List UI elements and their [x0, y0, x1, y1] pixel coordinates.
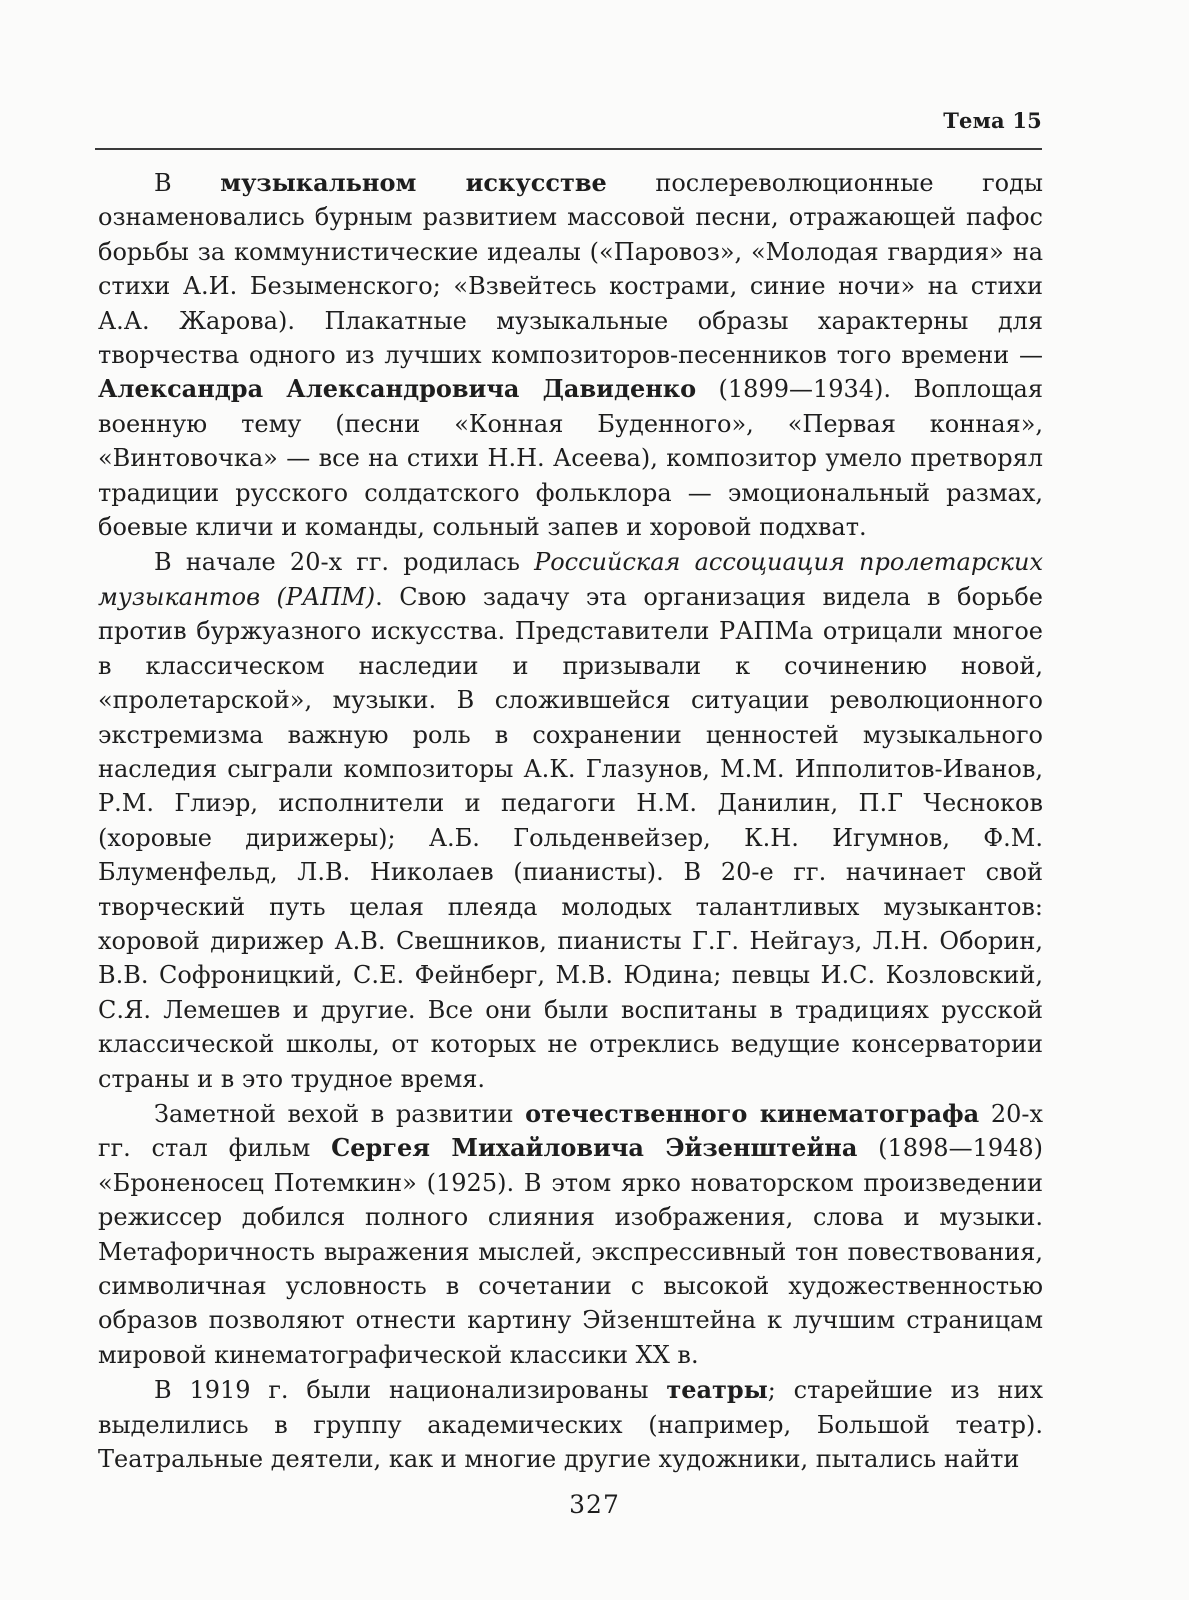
paragraph-music	[98, 166, 1043, 544]
header-rule	[95, 148, 1042, 150]
running-header: Тема 15	[943, 108, 1042, 133]
term-cinema: отечественного кинематографа	[525, 1098, 980, 1128]
text-run: 20-х гг. стал фильм	[98, 1099, 1044, 1163]
text-run: Заметной вехой в развитии	[154, 1099, 526, 1128]
text-run: В начале 20-х гг. родилась	[154, 548, 535, 577]
paragraph-theatres	[98, 1373, 1043, 1476]
page-number: 327	[569, 1490, 620, 1519]
name-davidenko: Александра Александровича Давиденко	[98, 374, 697, 404]
text-run: (1899—1934). Воплощая военную тему (песни «Конная Буденного», «Первая конная», «Винтовочка» — все на стихи Н.Н. Асеева), композитор умело претворял традиции русского солдатского фольклора — эмоциональный размах, боевые кличи и команды, сольный запев и хоровой подхват.	[98, 375, 1043, 542]
text-run: ; старейшие из них выделились в группу академических (например, Большой театр). Театральные деятели, как и многие другие художники, пытались найти	[98, 1376, 1043, 1474]
text-run: . Свою задачу эта организация видела в борьбе против буржуазного искусства. Представители РАПМа отрицали многое в классическом наследии и призывали к сочинению новой, «пролетарской», музыки. В сложившейся ситуации революционного экстремизма важную роль в сохранении ценностей музыкального наследия сыграли композиторы А.К. Глазунов, М.М. Ипполитов-Иванов, Р.М. Глиэр, исполнители и педагоги Н.М. Данилин, П.Г Чесноков (хоровые дирижеры); А.Б. Гольденвейзер, К.Н. Игумнов, Ф.М. Блуменфельд, Л.В. Николаев (пианисты). В 20-е гг. начинает свой творческий путь целая плеяда молодых талантливых музыкантов: хоровой дирижер А.В. Свешников, пианисты Г.Г. Нейгауз, Л.Н. Оборин, В.В. Софроницкий, С.Е. Фейнберг, М.В. Юдина; певцы И.С. Козловский, С.Я. Лемешев и другие. Все они были воспитаны в традициях русской классической школы, от которых не отреклись ведущие консерватории страны и в это трудное время.	[98, 582, 1043, 1093]
text-run: В	[154, 169, 221, 197]
term-theatres: театры	[666, 1375, 768, 1405]
term-music-art: музыкальном искусстве	[220, 168, 607, 197]
term-rapm: Российская ассоциация пролетарских музыкантов (РАПМ)	[98, 548, 1043, 611]
paragraph-rapm	[98, 545, 1043, 1096]
text-run: (1898—1948) «Броненосец Потемкин» (1925). В этом ярко новаторском произведении режиссер добился полного слияния изображения, слова и музыки. Метафоричность выражения мыслей, экспрессивный тон повествования, символичная условность в сочетании с высокой художественностью образов позволяют отнести картину Эйзенштейна к лучшим страницам мировой кинематографической классики XX в.	[98, 1134, 1044, 1369]
body-text	[98, 166, 1043, 1477]
name-eisenstein: Сергея Михайловича Эйзенштейна	[331, 1133, 858, 1163]
text-run: В 1919 г. были национализированы	[154, 1376, 667, 1405]
text-run: послереволюционные годы ознаменовались бурным развитием массовой песни, отражающей пафос борьбы за коммунистические идеалы («Паровоз», «Молодая гвардия» на стихи А.И. Безыменского; «Взвейтесь кострами, синие ночи» на стихи А.А. Жарова). Плакатные музыкальные образы характерны для творчества одного из лучших композиторов-песенников того времени —	[98, 169, 1044, 370]
paragraph-cinema	[98, 1097, 1043, 1372]
